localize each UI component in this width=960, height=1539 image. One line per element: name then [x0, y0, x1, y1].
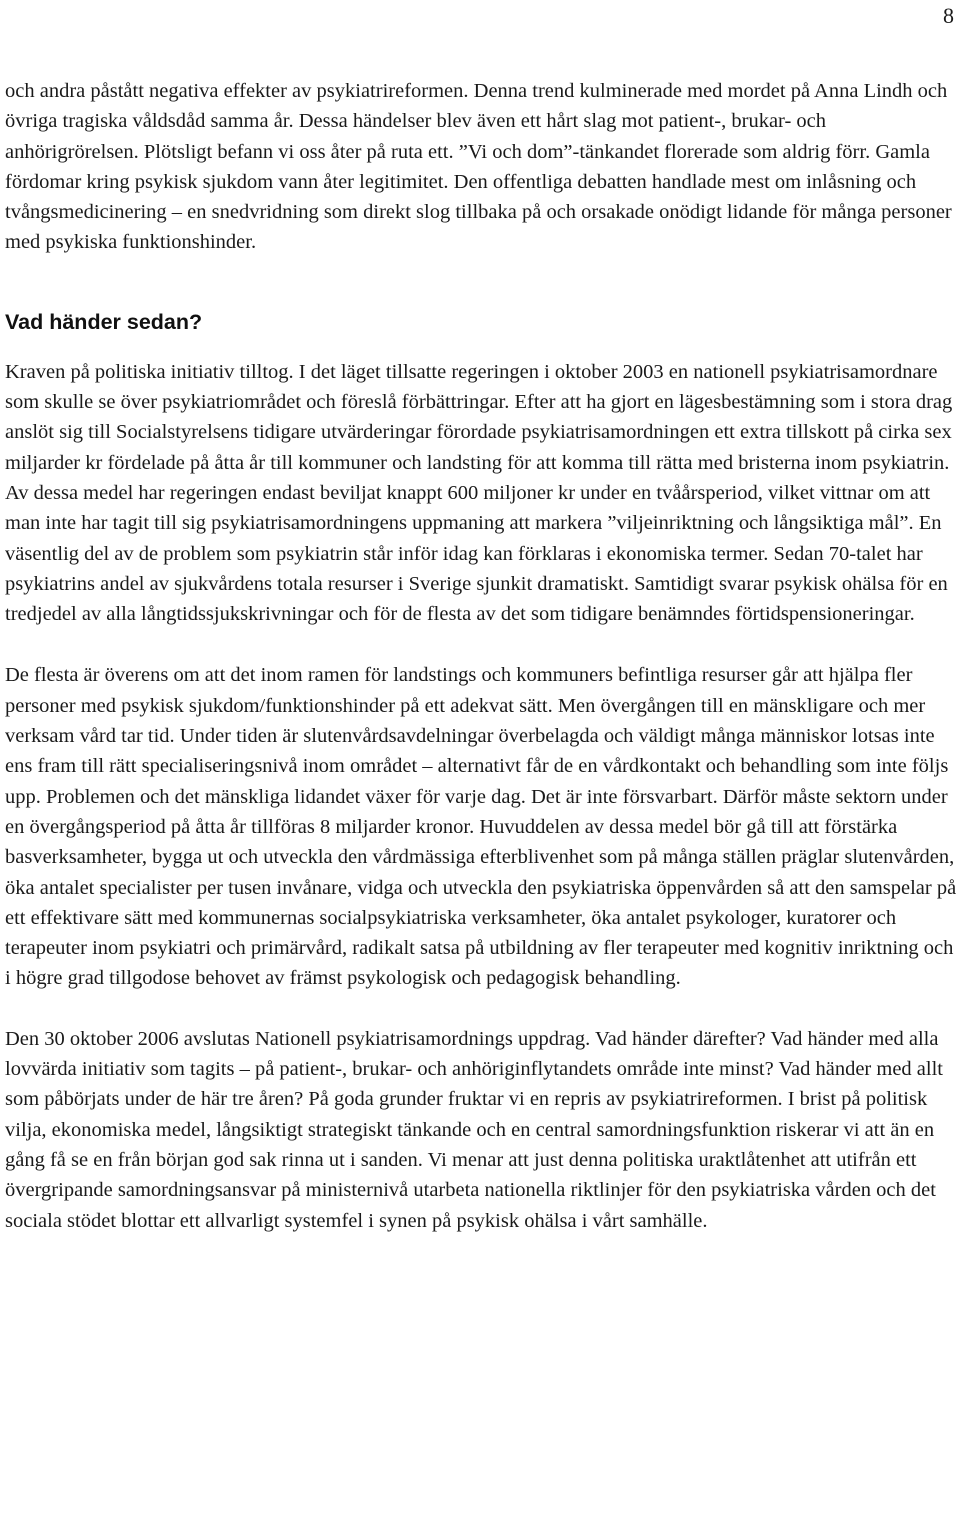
paragraph-political-initiatives: Kraven på politiska initiativ tilltog. I det läget tillsatte regeringen i oktober 2003 en nationell psykiatrisamordnare som skulle se över psykiatriområdet och föreslå förbättringar. Efter att ha gjort en lägesbestämning som i stora drag anslöt sig till Socialstyrelsens tidigare utvärderingar förordade psykiatrisamordningen ett extra tillskott på cirka sex miljarder kr fördelade på åtta år till kommuner och landsting för att komma till rätta med bristerna inom psykiatrin. Av dessa medel har regeringen endast beviljat knappt 600 miljoner kr under en tvåårsperiod, vilket vittnar om att man inte har tagit till sig psykiatrisamordningens uppmaning att markera ”viljeinriktning och långsiktiga mål”. En väsentlig del av de problem som psykiatrin står inför idag kan förklaras i ekonomiska termer. Sedan 70-talet har psykiatrins andel av sjukvårdens totala resurser i Sverige sjunkit dramatiskt. Samtidigt svarar psykisk ohälsa för en tredjedel av alla långtidssjukskrivningar och för de flesta av det som tidigare benämndes förtidspensioneringar.	[5, 360, 953, 626]
paragraph-resources: De flesta är överens om att det inom ramen för landstings och kommuners befintliga resurser går att hjälpa fler personer med psykisk sjukdom/funktionshinder på ett adekvat sätt. Men övergången till en mänskligare och mer verksam vård tar tid. Under tiden är slutenvårdsavdelningar överbelagda och väldigt många människor lotsas inte ens fram till rätt specialiseringsnivå inom området – alternativt får de en vårdkontakt och behandling som inte följs upp. Problemen och det mänskliga lidandet växer för varje dag. Det är inte försvarbart. Därför måste sektorn under en övergångsperiod på åtta år tillföras 8 miljarder kronor. Huvuddelen av dessa medel bör gå till att förstärka basverksamheter, bygga ut och utveckla den vårdmässiga efterblivenhet som på många ställen präglar slutenvården, öka antalet specialister per tusen invånare, vidga och utveckla den psykiatriska öppenvården så att den samspelar på ett effektivare sätt med kommunernas socialpsykiatriska verksamheter, öka antalet psykologer, kuratorer och terapeuter inom psykiatri och primärvård, radikalt satsa på utbildning av fler terapeuter med kognitiv inriktning och i högre grad tillgodose behovet av främst psykologisk och pedagogisk behandling.	[5, 664, 957, 990]
section-heading: Vad händer sedan?	[5, 309, 203, 334]
page-number: 8	[943, 3, 954, 28]
paragraph-conclusion: Den 30 oktober 2006 avslutas Nationell psykiatrisamordnings uppdrag. Vad händer därefter? Vad händer med alla lovvärda initiativ som tagits – på patient-, brukar- och anhöriginflytandets område inte minst? Vad händer med allt som påbörjats under de här tre åren? På goda grunder fruktar vi en repris av psykiatrireformen. I brist på politisk vilja, ekonomiska medel, långsiktigt strategiskt tänkande och en central samordningsfunktion riskerar vi att än en gång få se en från början god sak rinna ut i sanden. Vi menar att just denna politiska uraktlåtenhet att utifrån ett övergripande samordningsansvar på ministernivå utarbeta nationella riktlinjer för den psykiatriska vården och det sociala stödet blottar ett allvarligt systemfel i synen på psykisk ohälsa i vårt samhälle.	[5, 1027, 943, 1232]
paragraph-intro: och andra påstått negativa effekter av psykiatrireformen. Denna trend kulminerade med mordet på Anna Lindh och övriga tragiska våldsdåd samma år. Dessa händelser blev även ett hårt slag mot patient-, brukar- och anhörigrörelsen. Plötsligt befann vi oss åter på ruta ett. ”Vi och dom”-tänkandet florerade som aldrig förr. Gamla fördomar kring psykisk sjukdom vann åter legitimitet. Den offentliga debatten handlade mest om inlåsning och tvångsmedicinering – en snedvridning som direkt slog tillbaka på och orsakade onödigt lidande för många personer med psykiska funktionshinder.	[5, 80, 952, 254]
document-body	[5, 76, 960, 1236]
